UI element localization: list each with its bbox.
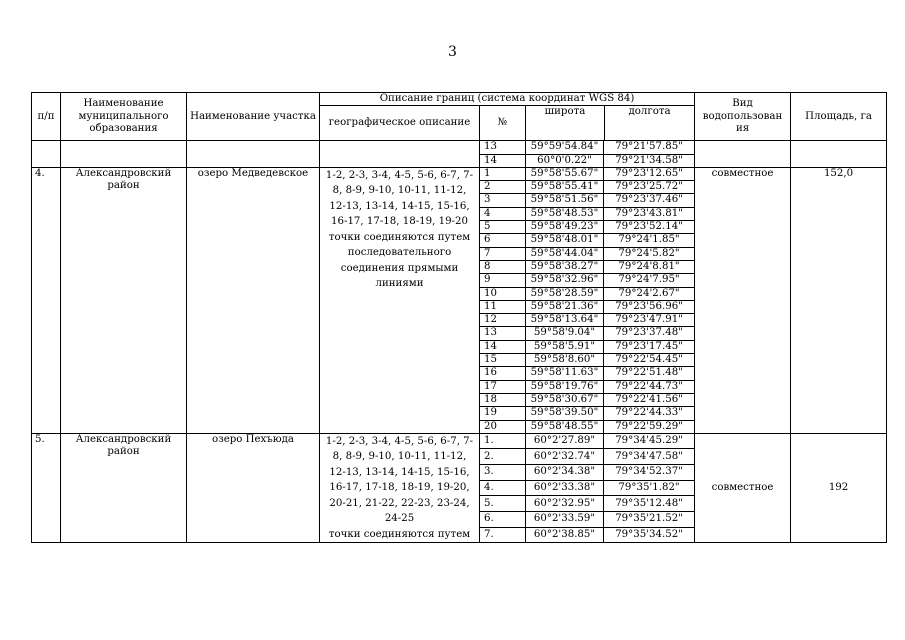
point-lat: 59°58'48.01" (526, 234, 604, 247)
point-no: 17 (480, 380, 526, 393)
continuation-empty-site (187, 141, 320, 168)
continuation-empty-municipality (61, 141, 187, 168)
entry-description-note: точки соединяются путем (328, 528, 471, 540)
entry-description-cell (320, 167, 480, 433)
point-lon: 79°23'37.46" (604, 194, 695, 207)
entry-description: 1-2, 2-3, 3-4, 4-5, 5-6, 6-7, 7-8, 8-9, 9-10, 10-11, 11-12, 12-13, 13-14, 14-15, 15-16, 16-17, 17-18, 18-19, 19-20 (325, 169, 474, 228)
point-lon: 79°22'51.48" (604, 367, 695, 380)
continuation-empty-pp (32, 141, 61, 168)
point-lat: 59°58'32.96" (526, 274, 604, 287)
entry-site: озеро Медведевское (187, 167, 320, 433)
point-lon: 79°22'54.45" (604, 354, 695, 367)
point-lon: 79°22'59.29" (604, 420, 695, 433)
header-area: Площадь, га (791, 93, 887, 141)
point-lon: 79°35'12.48" (604, 496, 695, 512)
point-lon: 79°22'44.33" (604, 407, 695, 420)
entry-site: озеро Пехъюда (187, 433, 320, 543)
point-no: 4 (480, 207, 526, 220)
page-number: 3 (448, 44, 457, 60)
point-lon: 79°34'45.29" (604, 433, 695, 449)
point-no: 19 (480, 407, 526, 420)
point-lat: 59°58'48.55" (526, 420, 604, 433)
header-municipality: Наименование муниципального образования (61, 93, 187, 141)
entry-use-type: совместное (695, 167, 791, 433)
point-no: 13 (480, 141, 526, 154)
point-lon: 79°23'12.65" (604, 167, 695, 180)
point-lon: 79°23'52.14" (604, 221, 695, 234)
point-lat: 59°58'55.67" (526, 167, 604, 180)
point-lat: 60°2'34.38" (526, 465, 604, 481)
entry-municipality: Александровский район (61, 167, 187, 433)
point-lon: 79°21'57.85" (604, 141, 695, 154)
point-lon: 79°24'8.81" (604, 260, 695, 273)
point-lon: 79°23'25.72" (604, 181, 695, 194)
point-lat: 59°58'28.59" (526, 287, 604, 300)
entry-description-note: точки соединяются путем последовательного соединения прямыми линиями (328, 231, 471, 290)
point-lat: 59°58'8.60" (526, 354, 604, 367)
point-lon: 79°35'21.52" (604, 512, 695, 528)
point-lon: 79°22'44.73" (604, 380, 695, 393)
point-no: 14 (480, 340, 526, 353)
point-no: 7 (480, 247, 526, 260)
point-lon: 79°24'5.82" (604, 247, 695, 260)
point-lon: 79°34'47.58" (604, 449, 695, 465)
point-no: 9 (480, 274, 526, 287)
point-no: 5. (480, 496, 526, 512)
point-lat: 60°2'32.95" (526, 496, 604, 512)
point-no: 12 (480, 314, 526, 327)
point-no: 14 (480, 154, 526, 167)
point-lon: 79°22'41.56" (604, 393, 695, 406)
header-coords (526, 106, 695, 141)
point-no: 10 (480, 287, 526, 300)
point-no: 20 (480, 420, 526, 433)
point-lon: 79°23'43.81" (604, 207, 695, 220)
table-row (32, 433, 887, 449)
point-lat: 59°58'49.23" (526, 221, 604, 234)
continuation-empty-area (791, 141, 887, 168)
entry-use-type: совместное (695, 433, 791, 543)
point-lat: 59°58'51.56" (526, 194, 604, 207)
point-lon: 79°35'34.52" (604, 527, 695, 543)
entry-description-cell (320, 433, 480, 543)
point-no: 5 (480, 221, 526, 234)
entry-area: 152,0 (791, 167, 887, 433)
header-lon: долгота (604, 106, 694, 140)
point-lat: 60°2'38.85" (526, 527, 604, 543)
point-no: 7. (480, 527, 526, 543)
point-lat: 59°58'39.50" (526, 407, 604, 420)
point-no: 2. (480, 449, 526, 465)
point-no: 3 (480, 194, 526, 207)
point-lat: 59°58'13.64" (526, 314, 604, 327)
point-no: 4. (480, 480, 526, 496)
entry-description: 1-2, 2-3, 3-4, 4-5, 5-6, 6-7, 7-8, 8-9, 9-10, 10-11, 11-12, 12-13, 13-14, 14-15, 15-16, 16-17, 17-18, 18-19, 19-20, 20-21, 21-22, 22-23, 23-24, 24-25 (325, 435, 474, 525)
header-lat: широта (544, 106, 586, 118)
point-lon: 79°24'1.85" (604, 234, 695, 247)
point-lon: 79°23'47.91" (604, 314, 695, 327)
water-use-table (31, 92, 887, 543)
point-lat: 59°58'44.04" (526, 247, 604, 260)
point-no: 13 (480, 327, 526, 340)
point-lat: 60°2'32.74" (526, 449, 604, 465)
continuation-empty-use-type (695, 141, 791, 168)
point-lon: 79°35'1.82" (604, 480, 695, 496)
header-site: Наименование участка (187, 93, 320, 141)
point-lon: 79°24'7.95" (604, 274, 695, 287)
table-body (32, 141, 887, 543)
point-lat: 60°2'33.38" (526, 480, 604, 496)
point-no: 1. (480, 433, 526, 449)
entry-pp: 5. (32, 433, 61, 543)
point-no: 15 (480, 354, 526, 367)
point-lon: 79°24'2.67" (604, 287, 695, 300)
header-geo-desc: географическое описание (320, 106, 480, 141)
continuation-empty-desc (320, 141, 480, 168)
point-lon: 79°34'52.37" (604, 465, 695, 481)
point-no: 18 (480, 393, 526, 406)
point-lat: 59°59'54.84" (526, 141, 604, 154)
point-no: 16 (480, 367, 526, 380)
point-lat: 59°58'19.76" (526, 380, 604, 393)
header-pp: п/п (32, 93, 61, 141)
point-lat: 59°58'55.41" (526, 181, 604, 194)
point-lat: 59°58'21.36" (526, 300, 604, 313)
point-no: 3. (480, 465, 526, 481)
header-use-type: Вид водопользован ия (695, 93, 791, 141)
point-lat: 59°58'48.53" (526, 207, 604, 220)
point-lon: 79°23'37.48" (604, 327, 695, 340)
point-no: 6 (480, 234, 526, 247)
header-boundaries: Описание границ (система координат WGS 84) (320, 93, 695, 106)
point-lat: 59°58'11.63" (526, 367, 604, 380)
point-lon: 79°23'56.96" (604, 300, 695, 313)
point-no: 2 (480, 181, 526, 194)
entry-pp: 4. (32, 167, 61, 433)
point-lat: 59°58'38.27" (526, 260, 604, 273)
entry-municipality: Александровский район (61, 433, 187, 543)
point-lat: 60°0'0.22" (526, 154, 604, 167)
point-lat: 60°2'27.89" (526, 433, 604, 449)
point-lat: 60°2'33.59" (526, 512, 604, 528)
point-lon: 79°23'17.45" (604, 340, 695, 353)
table-row (32, 141, 887, 154)
point-no: 6. (480, 512, 526, 528)
point-no: 8 (480, 260, 526, 273)
point-lat: 59°58'30.67" (526, 393, 604, 406)
point-no: 1 (480, 167, 526, 180)
point-lat: 59°58'5.91" (526, 340, 604, 353)
header-point-no: № (480, 106, 526, 141)
entry-area: 192 (791, 433, 887, 543)
point-lat: 59°58'9.04" (526, 327, 604, 340)
point-lon: 79°21'34.58" (604, 154, 695, 167)
point-no: 11 (480, 300, 526, 313)
table-row (32, 167, 887, 180)
